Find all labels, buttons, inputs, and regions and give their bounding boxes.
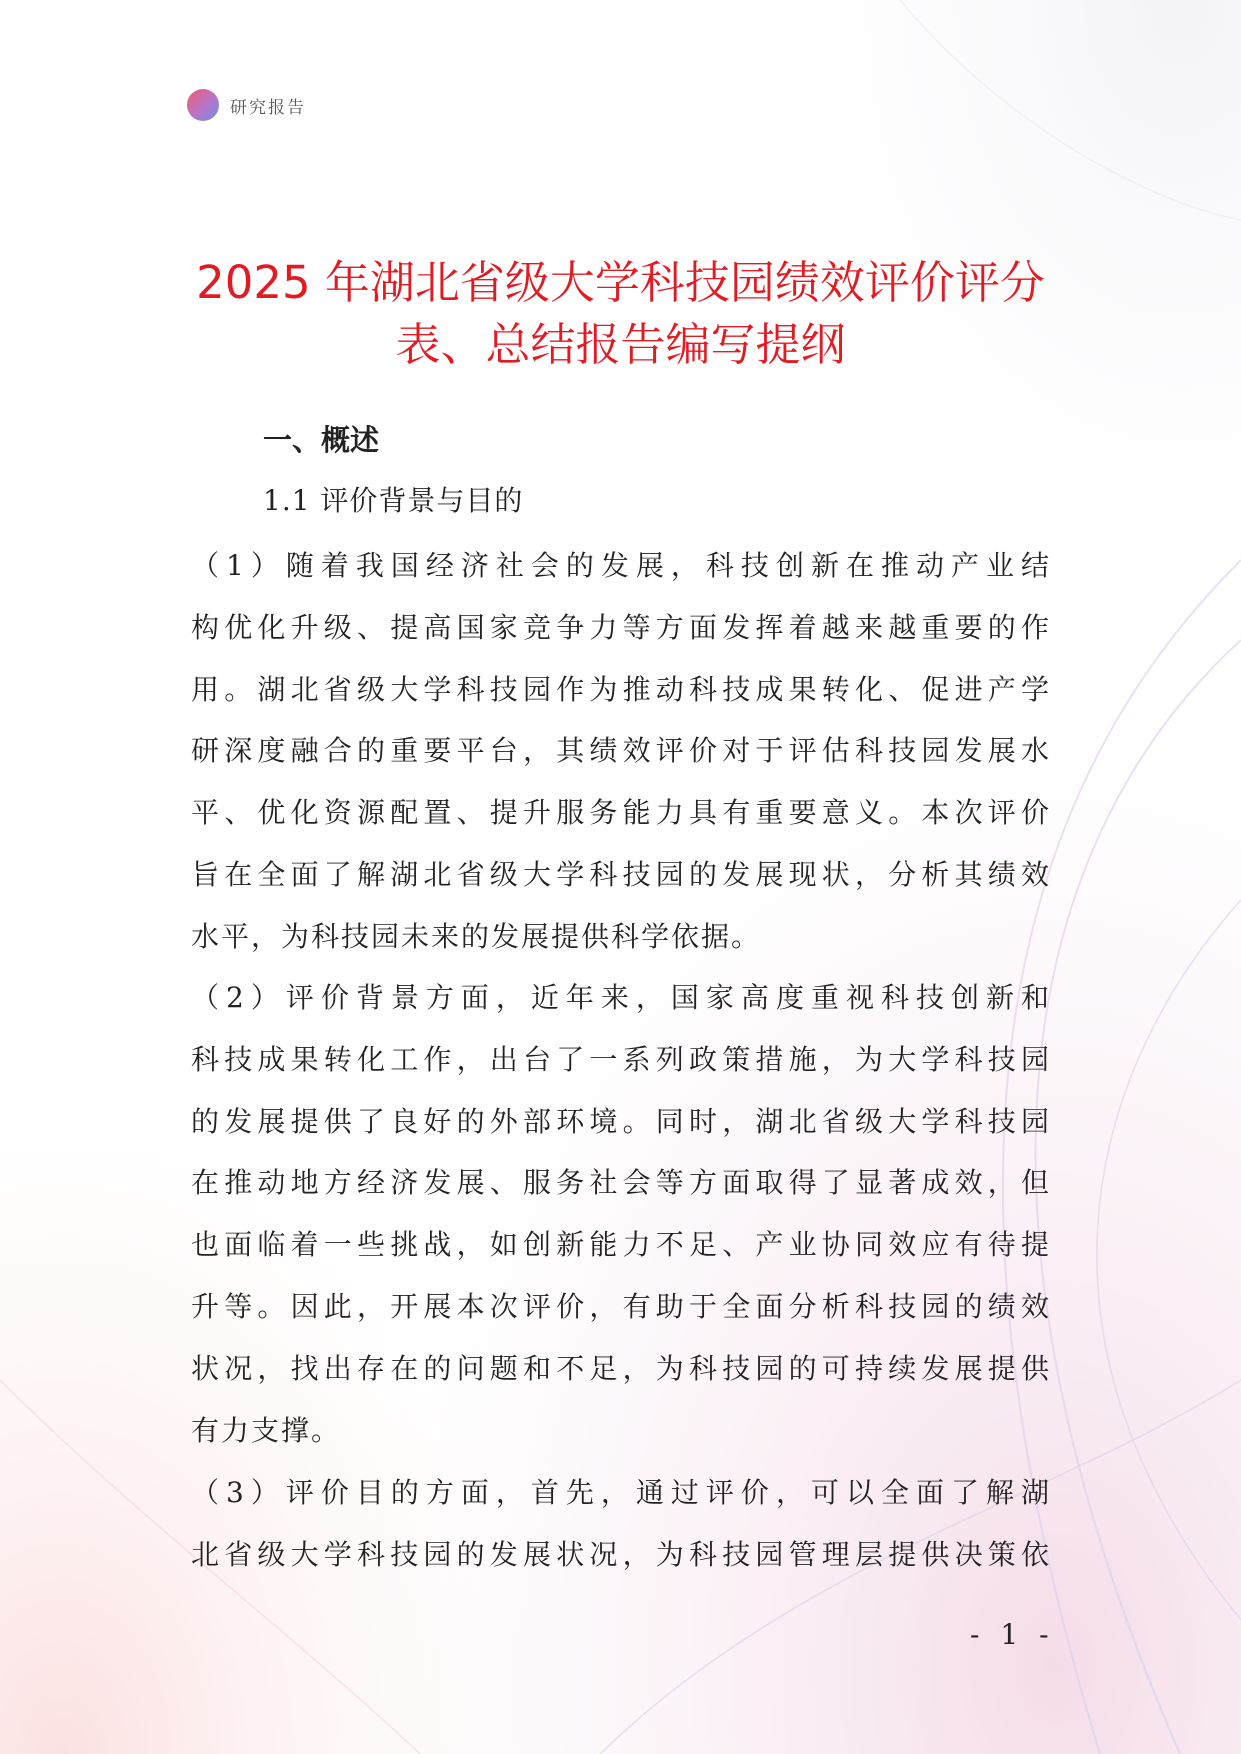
paragraph-line: 也面临着一些挑战，如创新能力不足、产业协同效应有待提 [191,1228,1051,1262]
paragraph-line: （3）评价目的方面，首先，通过评价，可以全面了解湖 [191,1476,1051,1509]
title-line-1: 2025 年湖北省级大学科技园绩效评价评分 [196,256,1045,310]
paragraph-3 [191,1462,1051,1586]
paragraph-line: 平、优化资源配置、提升服务能力具有重要意义。本次评价 [191,796,1051,830]
paragraph-line: 在推动地方经济发展、服务社会等方面取得了显著成效，但 [191,1166,1051,1200]
paragraph-line: 升等。因此，开展本次评价，有助于全面分析科技园的绩效 [191,1289,1051,1323]
paragraph-1 [191,535,1051,968]
title-line-2: 表、总结报告编写提纲 [395,318,846,372]
paragraph-line: 状况，找出存在的问题和不足，为科技园的可持续发展提供 [191,1351,1051,1385]
report-label: 研究报告 [230,97,306,118]
paragraph-line: 北省级大学科技园的发展状况，为科技园管理层提供决策依 [191,1537,1051,1571]
paragraph-line: （1）随着我国经济社会的发展，科技创新在推动产业结 [191,549,1051,582]
paragraph-line: 用。湖北省级大学科技园作为推动科技成果转化、促进产学 [191,672,1051,706]
paragraph-line: 水平，为科技园未来的发展提供科学依据。 [191,919,762,953]
section-heading: 一、概述 [263,423,380,457]
paragraph-line: 有力支撑。 [191,1413,342,1447]
paragraph-line: 科技成果转化工作，出台了一系列政策措施，为大学科技园 [191,1042,1051,1076]
paragraph-line: 旨在全面了解湖北省级大学科技园的发展现状，分析其绩效 [191,857,1051,891]
paragraph-line: 构优化升级、提高国家竞争力等方面发挥着越来越重要的作 [191,610,1051,644]
paragraph-2 [191,967,1051,1461]
report-logo-icon [187,89,219,121]
subsection-heading: 1.1 评价背景与目的 [263,484,524,517]
paragraph-line: 研深度融合的重要平台，其绩效评价对于评估科技园发展水 [191,734,1051,768]
document-title [150,252,1091,376]
paragraph-line: 的发展提供了良好的外部环境。同时，湖北省级大学科技园 [191,1104,1051,1138]
report-header [187,88,306,122]
paragraph-line: （2）评价背景方面，近年来，国家高度重视科技创新和 [191,981,1051,1014]
page-number: - 1 - [970,1618,1055,1651]
